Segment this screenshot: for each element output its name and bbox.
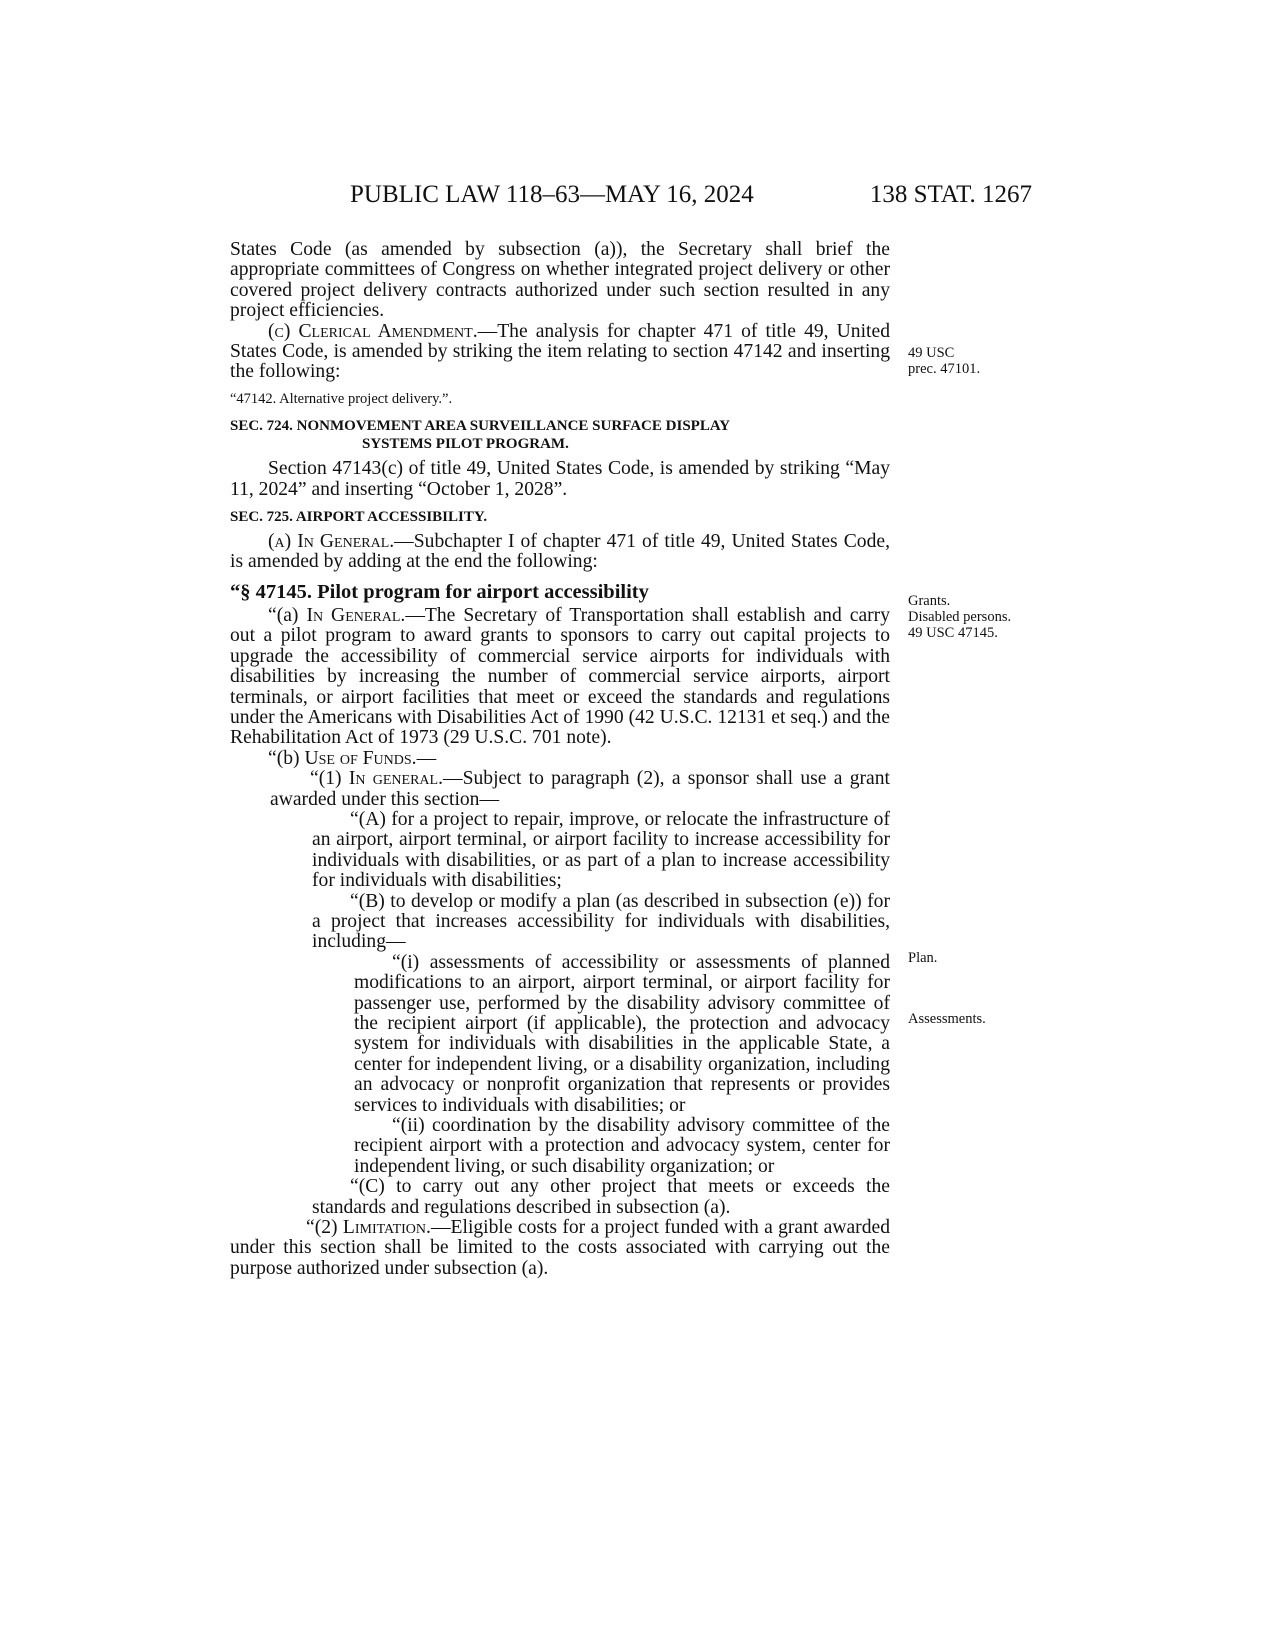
section-724-heading bbox=[230, 417, 890, 453]
paragraph-47145-b bbox=[230, 749, 890, 769]
margin-note-49-usc-prec bbox=[908, 345, 1038, 377]
margin-note-line: 49 USC 47145. bbox=[908, 625, 998, 641]
margin-note-assessments bbox=[908, 1011, 1038, 1027]
paragraph-open: “(a) bbox=[268, 604, 307, 626]
paragraph-b-1 bbox=[230, 769, 890, 810]
paragraph-text: —Eligible costs for a project funded with a grant awarded under this section shall be limited to the costs associated with carrying out the purpose authorized under subsection (a). bbox=[230, 1217, 890, 1279]
subsection-label: Use of Funds. bbox=[304, 747, 417, 769]
subsection-label: Limitation. bbox=[342, 1217, 431, 1239]
margin-note-line: Assessments. bbox=[908, 1011, 986, 1027]
page-header-title: PUBLIC LAW 118–63—MAY 16, 2024 bbox=[350, 181, 754, 208]
paragraph-text: —Subchapter I of chapter 471 of title 49, United States Code, is amended by adding at the end the following: bbox=[230, 531, 890, 573]
subsection-label: (a) In General. bbox=[268, 531, 395, 553]
section-47145-heading: “§ 47145. Pilot program for airport accessibility bbox=[230, 580, 649, 603]
margin-note-line: Plan. bbox=[908, 950, 938, 966]
margin-note-line: prec. 47101. bbox=[908, 361, 981, 377]
subsection-label: (c) Clerical Amendment. bbox=[268, 320, 478, 342]
paragraph-clerical-amendment bbox=[230, 322, 890, 383]
margin-note-line: 49 USC bbox=[908, 345, 955, 361]
paragraph-b-1-B-ii: “(ii) coordination by the disability advisory committee of the recipient airport with a protection and advocacy system, center for independent living, or such disability organization; or bbox=[354, 1115, 890, 1177]
paragraph-open: “(2) bbox=[306, 1217, 343, 1239]
paragraph-section-724: Section 47143(c) of title 49, United States Code, is amended by striking “May 11, 2024” and inserting “October 1, 2028”. bbox=[230, 458, 890, 500]
paragraph-text: —The analysis for chapter 471 of title 49, United States Code, is amended by striking the item relating to section 47142 and inserting the following: bbox=[230, 320, 890, 383]
paragraph-text: —Subject to paragraph (2), a sponsor shall use a grant awarded under this section— bbox=[270, 768, 890, 810]
page-header-stat-number: 138 STAT. 1267 bbox=[869, 181, 1032, 208]
page-header bbox=[230, 181, 1032, 221]
section-725-heading: SEC. 725. AIRPORT ACCESSIBILITY. bbox=[230, 509, 488, 526]
margin-note-line: Grants. bbox=[908, 593, 951, 609]
paragraph-b-1-B: “(B) to develop or modify a plan (as described in subsection (e)) for a project that increases accessibility for individuals with disabilities, including— bbox=[312, 890, 890, 953]
subsection-label: In General. bbox=[306, 604, 406, 626]
paragraph-open: “(1) bbox=[310, 768, 349, 790]
margin-note-plan bbox=[908, 950, 1038, 966]
document-body bbox=[230, 240, 890, 1279]
margin-note-grants bbox=[908, 593, 1038, 641]
paragraph-open: “(b) bbox=[268, 747, 305, 769]
paragraph-47145-a bbox=[230, 606, 890, 749]
section-title-continuation: SYSTEMS PILOT PROGRAM. bbox=[362, 436, 569, 453]
subsection-label: In general. bbox=[348, 768, 443, 790]
paragraph-text: —The Secretary of Transportation shall establish and carry out a pilot program to award grants to sponsors to carry out capital projects to upgrade the accessibility of commercial service airports for individuals with disabilities by increasing the number of commercial service airports, airport terminals, or airport facilities that meet or exceed the standards and regulations under the Americans with Disabilities Act of 1990 (42 U.S.C. 12131 et seq.) and the Rehabilitation Act of 1973 (29 U.S.C. 701 note). bbox=[230, 604, 891, 749]
inserted-item: “47142. Alternative project delivery.”. bbox=[230, 390, 453, 407]
paragraph-continuation: States Code (as amended by subsection (a)), the Secretary shall brief the appropriate committees of Congress on whether integrated project delivery or other covered project delivery contracts authorized under such section resulted in any project efficiencies. bbox=[230, 239, 890, 322]
paragraph-b-1-B-i: “(i) assessments of accessibility or assessments of planned modifications to an airport, airport terminal, or airport facility for passenger use, performed by the disability advisory committee of the recipient airport (if applicable), the protection and advocacy system for individuals with disabilities in the applicable State, a center for independent living, or a disability organization, including an advocacy or nonprofit organization that represents or provides services to individuals with disabilities; or bbox=[354, 951, 890, 1116]
paragraph-b-2 bbox=[230, 1218, 890, 1279]
paragraph-in-general bbox=[230, 532, 890, 573]
paragraph-b-1-C: “(C) to carry out any other project that meets or exceeds the standards and regulations described in subsection (a). bbox=[312, 1176, 890, 1218]
paragraph-text: — bbox=[416, 747, 437, 769]
paragraph-b-1-A: “(A) for a project to repair, improve, or relocate the infrastructure of an airport, airport terminal, or airport facility to increase accessibility for individuals with disabilities, or as part of a plan to increase accessibility for individuals with disabilities; bbox=[312, 808, 890, 892]
margin-note-line: Disabled persons. bbox=[908, 609, 1012, 625]
section-title: SEC. 724. NONMOVEMENT AREA SURVEILLANCE SURFACE DISPLAY bbox=[230, 418, 731, 435]
